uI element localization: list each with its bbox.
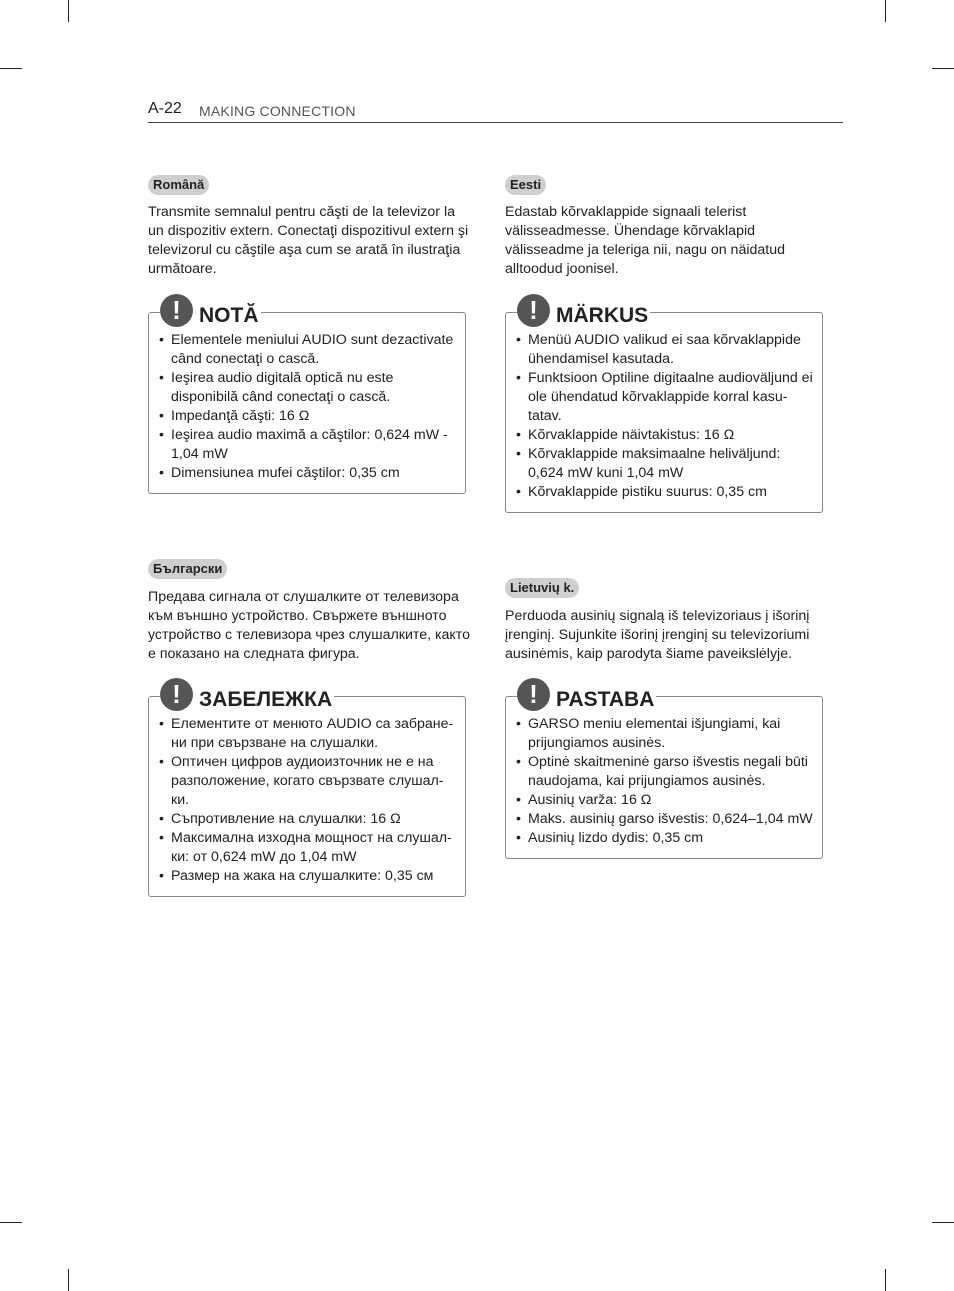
exclamation-icon: ! — [160, 294, 193, 327]
crop-mark — [68, 0, 69, 22]
intro-paragraph: Предава сигнала от слушалките от телевизора към външно устройство. Свържете външното устройство с телевизора чрез слушалките, както е показано на следната фигура. — [148, 589, 470, 662]
list-item: • Ieşirea audio digitală optică nu este disponibilă când conectaţi o cască. — [159, 369, 457, 407]
note-header — [517, 289, 650, 329]
note-box — [505, 295, 823, 513]
note-box — [148, 295, 466, 494]
crop-mark — [932, 68, 954, 69]
note-title: ЗАБЕЛЕЖКА — [199, 688, 333, 711]
list-item: • Съпротивление на слушалки: 16 Ω — [159, 810, 457, 829]
note-header — [517, 673, 656, 713]
list-item: • Размер на жака на слушалките: 0,35 см — [159, 867, 457, 886]
crop-mark — [885, 0, 886, 22]
crop-mark — [0, 68, 22, 69]
list-item: • Menüü AUDIO valikud ei saa kõrvaklappide ühendamisel kasutada. — [516, 331, 814, 369]
note-header — [160, 289, 261, 329]
crop-mark — [68, 1269, 69, 1291]
list-item: • Funktsioon Optiline digitaalne audioväljund ei ole ühendatud kõrvaklappide korral kasu-tatav. — [516, 369, 814, 426]
page-number: A-22 — [148, 100, 182, 117]
crop-mark — [0, 1222, 22, 1223]
list-item: • Dimensiunea mufei căştilor: 0,35 cm — [159, 464, 457, 483]
note-list — [506, 697, 822, 858]
exclamation-icon: ! — [517, 678, 550, 711]
page-header — [148, 100, 843, 123]
list-item: • Kõrvaklappide maksimaalne heliväljund: 0,624 mW kuni 1,04 mW — [516, 445, 814, 483]
intro-paragraph: Perduoda ausinių signalą iš televizoriaus į išorinį įrenginį. Sujunkite išorinį įrenginį su televizoriumi ausinėmis, kaip parodyta šiame paveikslėlyje. — [505, 608, 810, 662]
note-list — [149, 313, 465, 493]
list-item: • Оптичен цифров аудиоизточник не е на разположение, когато свързвате слушал-ки. — [159, 753, 457, 810]
intro-paragraph: Transmite semnalul pentru căşti de la televizor la un dispozitiv extern. Conectaţi dispozitivul extern şi televizorul cu căştile aşa cum se arată în ilustraţia următoare. — [148, 204, 469, 277]
list-item: • Kõrvaklappide näivtakistus: 16 Ω — [516, 426, 814, 445]
note-title: PASTABA — [556, 688, 655, 711]
list-item: • Ieşirea audio maximă a căştilor: 0,624 mW - 1,04 mW — [159, 426, 457, 464]
list-item: • Kõrvaklappide pistiku suurus: 0,35 cm — [516, 483, 814, 502]
exclamation-icon: ! — [160, 678, 193, 711]
note-title: NOTĂ — [199, 304, 259, 327]
intro-paragraph: Edastab kõrvaklappide signaali telerist välisseadmesse. Ühendage kõrvaklapid välisseadme ja teleriga nii, nagu on näidatud alltoodud joonisel. — [505, 204, 785, 277]
language-badge: Eesti — [505, 175, 546, 195]
note-box — [148, 679, 466, 897]
list-item: • Ausinių varža: 16 Ω — [516, 791, 814, 810]
exclamation-icon: ! — [517, 294, 550, 327]
note-header — [160, 673, 334, 713]
note-list — [149, 697, 465, 896]
list-item: • GARSO meniu elementai išjungiami, kai prijungiamos ausinės. — [516, 715, 814, 753]
list-item: • Optinė skaitmeninė garso išvestis negali būti naudojama, kai prijungiamos ausinės. — [516, 753, 814, 791]
crop-mark — [932, 1222, 954, 1223]
note-box — [505, 679, 823, 859]
section-title: MAKING CONNECTION — [199, 103, 356, 119]
crop-mark — [885, 1269, 886, 1291]
list-item: • Елементите от менюто AUDIO са забране-ни при свързване на слушалки. — [159, 715, 457, 753]
note-title: MÄRKUS — [556, 304, 649, 327]
list-item: • Elementele meniului AUDIO sunt dezactivate când conectaţi o cască. — [159, 331, 457, 369]
language-badge: Български — [148, 559, 227, 579]
list-item: • Максимална изходна мощност на слушал-ки: от 0,624 mW до 1,04 mW — [159, 829, 457, 867]
list-item: • Maks. ausinių garso išvestis: 0,624–1,04 mW — [516, 810, 814, 829]
note-list — [506, 313, 822, 512]
list-item: • Impedanţă căşti: 16 Ω — [159, 407, 457, 426]
language-badge: Română — [148, 175, 209, 195]
language-badge: Lietuvių k. — [505, 578, 579, 598]
list-item: • Ausinių lizdo dydis: 0,35 cm — [516, 829, 814, 848]
